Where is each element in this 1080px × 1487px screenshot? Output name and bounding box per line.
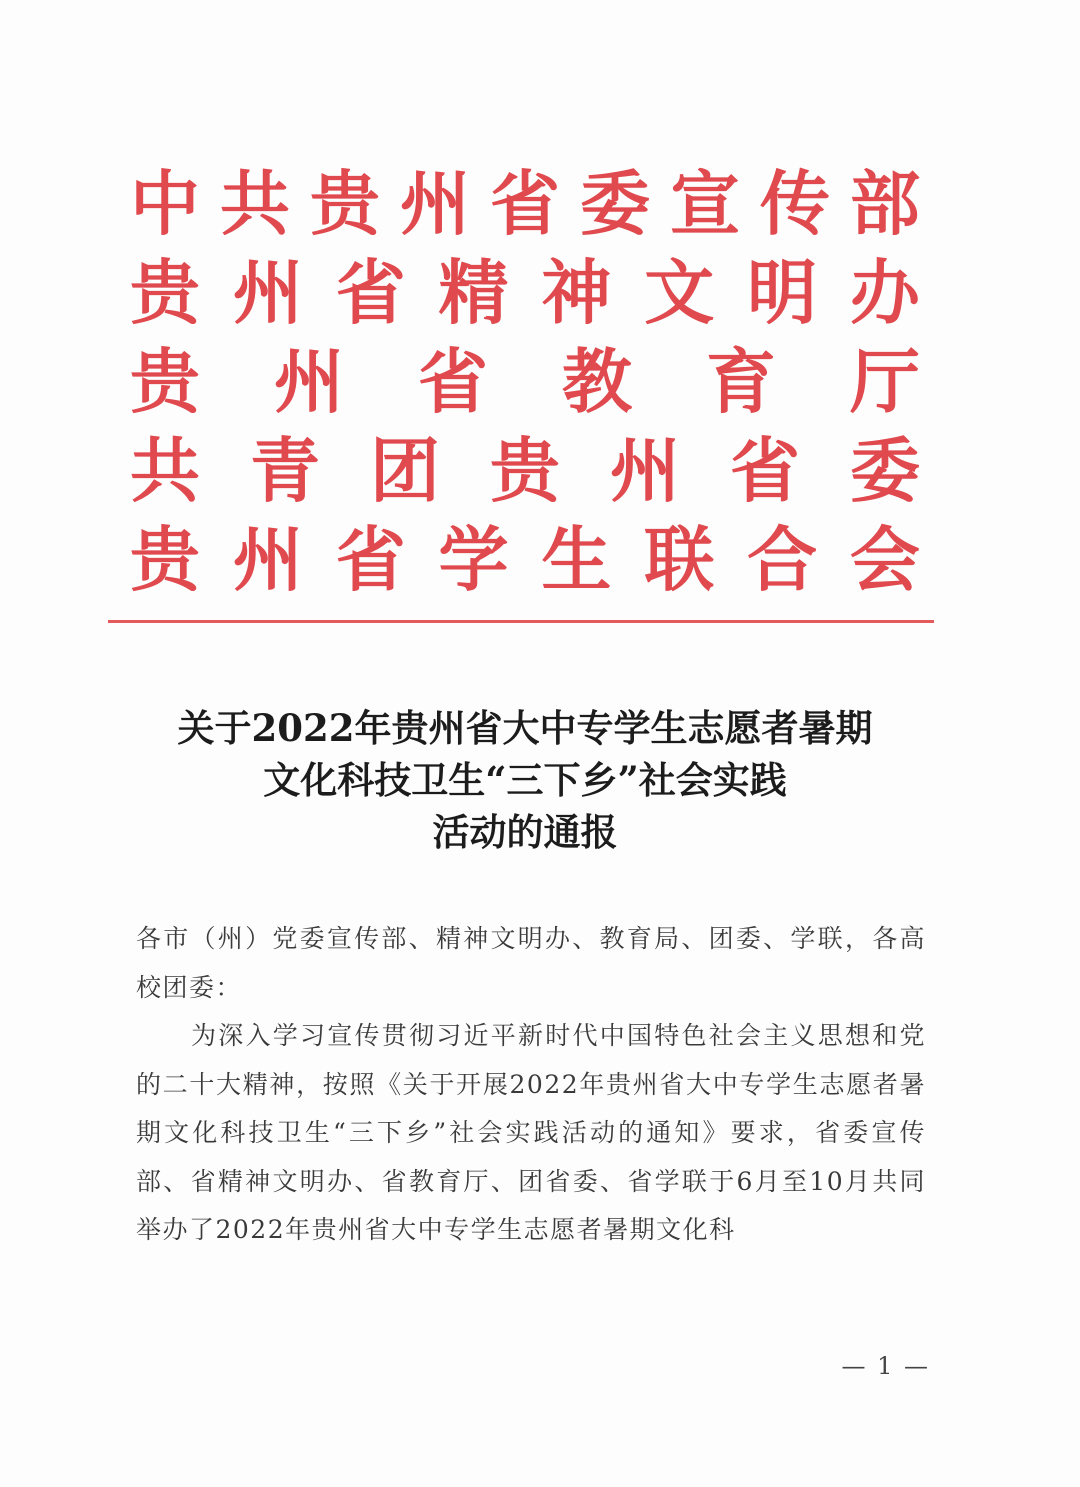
issuer-char: 委: [580, 163, 650, 245]
title-line-1: 关于2022年贵州省大中专学生志愿者暑期: [177, 706, 873, 750]
issuer-char: 传: [760, 163, 830, 245]
salutation: 各市（州）党委宣传部、精神文明办、教育局、团委、学联，各高校团委：: [136, 924, 926, 1002]
title-line-2: 文化科技卫生“三下乡”社会实践: [263, 758, 787, 802]
issuer-char: 贵: [130, 519, 200, 601]
issuer-char: 省: [730, 430, 800, 512]
issuer-char: 州: [610, 430, 680, 512]
document-body: [136, 915, 926, 1255]
issuer-char: 育: [706, 341, 776, 423]
issuer-char: 部: [850, 163, 920, 245]
issuer-char: 贵: [310, 163, 380, 245]
issuer-line-student-federation: [130, 516, 920, 605]
issuer-char: 共: [220, 163, 290, 245]
issuer-char: 学: [438, 519, 509, 601]
issuer-char: 共: [130, 430, 200, 512]
issuer-char: 办: [849, 252, 920, 334]
page-number: — 1 —: [841, 1352, 930, 1380]
issuer-char: 贵: [130, 341, 200, 423]
issuer-line-civilization-office: [130, 249, 920, 338]
issuer-char: 贵: [130, 252, 200, 334]
issuer-char: 省: [335, 519, 406, 601]
document-title: [0, 702, 1050, 858]
issuing-organizations: [130, 160, 920, 605]
issuer-char: 厅: [850, 341, 920, 423]
issuer-line-propaganda-dept: [130, 160, 920, 249]
issuer-char: 中: [130, 163, 200, 245]
issuer-char: 省: [418, 341, 488, 423]
issuer-char: 会: [849, 519, 920, 601]
issuer-char: 精: [438, 252, 509, 334]
issuer-char: 明: [747, 252, 818, 334]
issuer-char: 贵: [490, 430, 560, 512]
issuer-char: 委: [850, 430, 920, 512]
issuer-char: 州: [232, 519, 303, 601]
body-paragraph: 为深入学习宣传贯彻习近平新时代中国特色社会主义思想和党的二十大精神，按照《关于开展2022年贵州省大中专学生志愿者暑期文化科技卫生“三下乡”社会实践活动的通知》要求，省委宣传部、省精神文明办、省教育厅、团省委、省学联于6月至10月共同举办了2022年贵州省大中专学生志愿者暑期文化科: [136, 1021, 926, 1244]
issuer-char: 教: [562, 341, 632, 423]
issuer-char: 团: [370, 430, 440, 512]
issuer-char: 神: [541, 252, 612, 334]
issuer-char: 省: [335, 252, 406, 334]
title-line-3: 活动的通报: [432, 810, 618, 854]
issuer-line-education-dept: [130, 338, 920, 427]
issuer-char: 州: [232, 252, 303, 334]
issuer-line-youth-league: [130, 427, 920, 516]
issuer-char: 宣: [670, 163, 740, 245]
issuer-char: 青: [250, 430, 320, 512]
issuer-char: 州: [274, 341, 344, 423]
issuer-char: 州: [400, 163, 470, 245]
issuer-char: 省: [490, 163, 560, 245]
issuer-char: 联: [644, 519, 715, 601]
issuer-char: 生: [541, 519, 612, 601]
issuer-char: 文: [644, 252, 715, 334]
red-separator-line: [108, 620, 934, 623]
issuer-char: 合: [747, 519, 818, 601]
